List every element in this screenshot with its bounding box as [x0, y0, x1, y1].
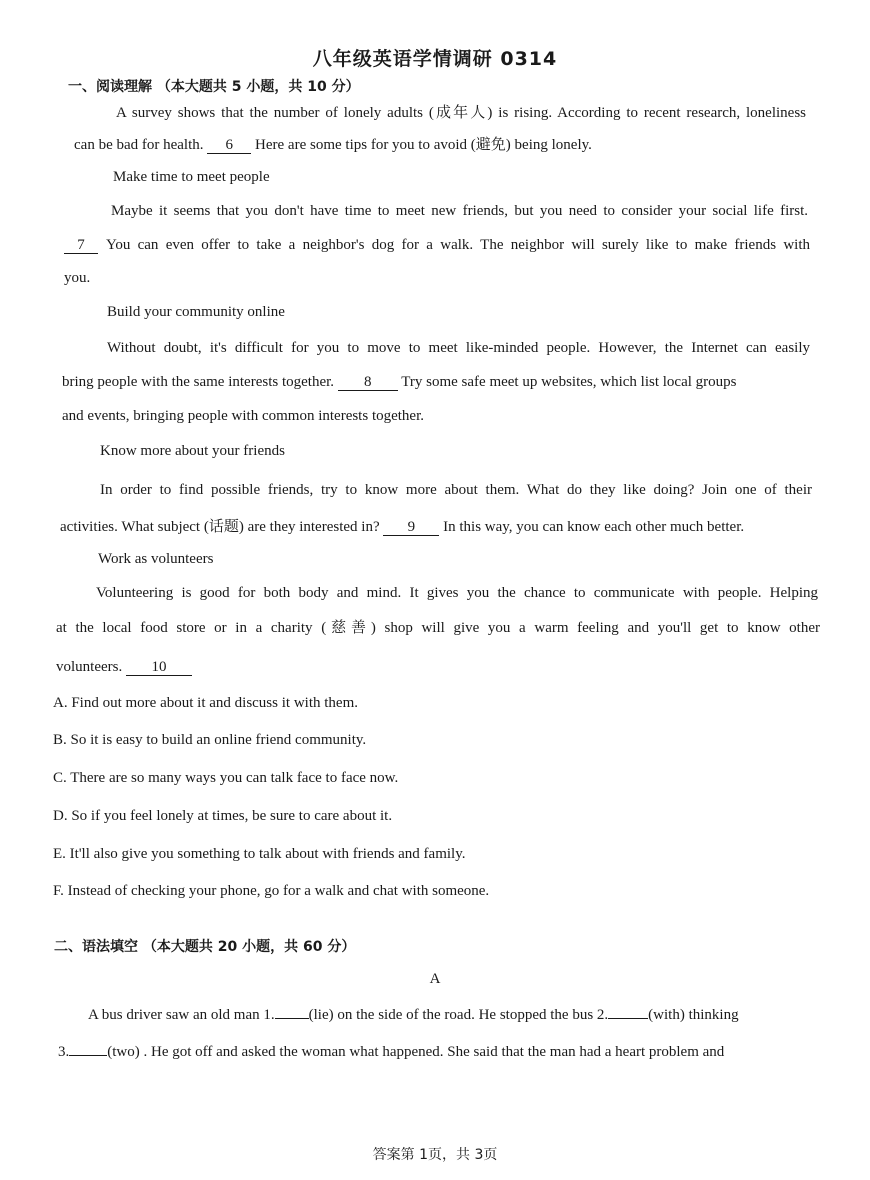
subheading: Build your community online: [107, 304, 285, 320]
passage-line: A survey shows that the number of lonely adults (成年人) is rising. According to recent research, loneliness: [116, 105, 806, 121]
passage-text: (with) thinking: [648, 1007, 739, 1023]
passage-text: You can even offer to take a neighbor's dog for a walk. The neighbor will surely like to make friends with: [106, 237, 810, 253]
passage-text: Here are some tips for you to avoid (避免) being lonely.: [255, 137, 592, 153]
passage-line: and events, bringing people with common interests together.: [62, 408, 425, 424]
answer-blank-8: 8: [338, 375, 398, 391]
answer-blank-2: [608, 1018, 648, 1019]
passage-line: Without doubt, it's difficult for you to move to meet like-minded people. However, the Internet can easily: [107, 340, 810, 356]
passage-text: bring people with the same interests together.: [62, 374, 335, 390]
passage-line: [56, 658, 192, 676]
part-label: A: [429, 971, 441, 987]
passage-line: [88, 1006, 739, 1024]
passage-line: at the local food store or in a charity (慈善) shop will give you a warm feeling and you'll get to know other: [56, 620, 820, 636]
answer-blank-10: 10: [126, 660, 192, 676]
option-e: E. It'll also give you something to talk about with friends and family.: [53, 846, 466, 862]
passage-line: [62, 373, 736, 391]
passage-text: activities. What subject (话题) are they interested in?: [60, 519, 380, 535]
option-c: C. There are so many ways you can talk face to face now.: [53, 770, 399, 786]
passage-line: Volunteering is good for both body and mind. It gives you the chance to communicate with people. Helping: [96, 585, 818, 601]
option-f: F. Instead of checking your phone, go for a walk and chat with someone.: [53, 883, 490, 899]
passage-text: volunteers.: [56, 659, 123, 675]
passage-text: In this way, you can know each other much better.: [443, 519, 745, 535]
subheading: Make time to meet people: [113, 169, 270, 185]
answer-blank-1: [275, 1018, 309, 1019]
passage-text: (two) . He got off and asked the woman what happened. She said that the man had a heart problem and: [107, 1044, 725, 1060]
section1-heading: 一、阅读理解 （本大题共 5 小题，共 10 分）: [68, 79, 360, 95]
passage-line: In order to find possible friends, try to know more about them. What do they like doing? Join one of their: [100, 482, 812, 498]
passage-line: [74, 136, 592, 154]
passage-line: Maybe it seems that you don't have time to meet new friends, but you need to consider your social life first.: [111, 203, 808, 219]
passage-line: [58, 1043, 724, 1061]
subheading: Know more about your friends: [100, 443, 285, 459]
option-d: D. So if you feel lonely at times, be sure to care about it.: [53, 808, 393, 824]
passage-line: [60, 518, 744, 536]
passage-text: can be bad for health.: [74, 137, 204, 153]
passage-text: A bus driver saw an old man 1.: [88, 1007, 275, 1023]
passage-text: 3.: [58, 1044, 70, 1060]
page-footer: 答案第 1页，共 3页: [372, 1147, 498, 1163]
answer-blank-6: 6: [207, 138, 251, 154]
option-a: A. Find out more about it and discuss it with them.: [53, 695, 358, 711]
option-b: B. So it is easy to build an online friend community.: [53, 732, 367, 748]
passage-text: Try some safe meet up websites, which list local groups: [401, 374, 737, 390]
passage-line: you.: [64, 270, 91, 286]
answer-blank-9: 9: [383, 520, 439, 536]
page-title: 八年级英语学情调研 0314: [312, 48, 558, 70]
answer-blank-3: [69, 1055, 107, 1056]
passage-text: (lie) on the side of the road. He stopped the bus 2.: [308, 1007, 609, 1023]
answer-blank-7: 7: [64, 238, 98, 254]
section2-heading: 二、语法填空 （本大题共 20 小题，共 60 分）: [54, 939, 356, 955]
subheading: Work as volunteers: [98, 551, 214, 567]
passage-line: [64, 236, 810, 254]
